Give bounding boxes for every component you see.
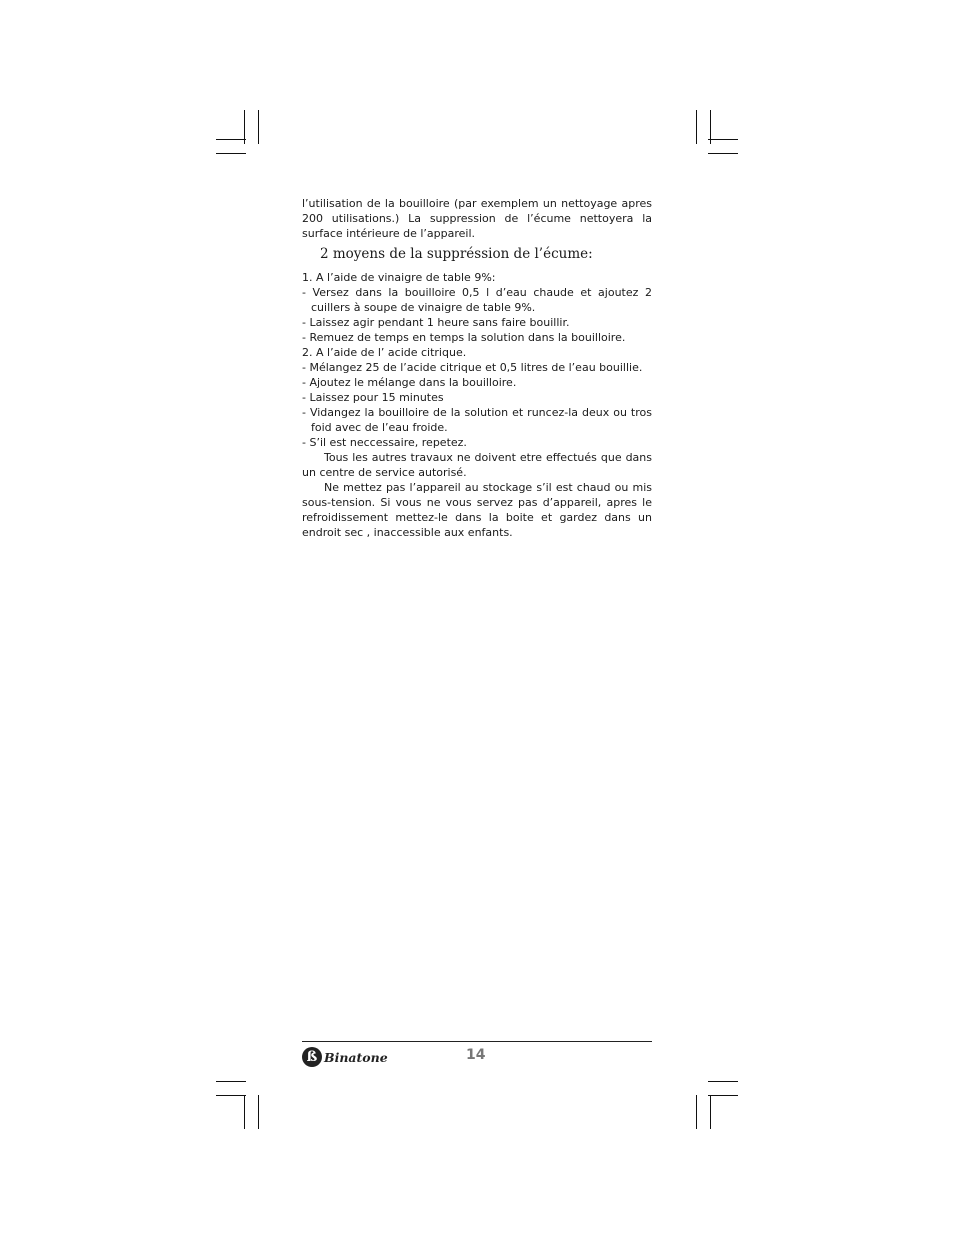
method-2-step: - Ajoutez le mélange dans la bouilloire. <box>302 376 517 389</box>
intro-paragraph: l’utilisation de la bouilloire (par exemplem un nettoyage apres 200 utilisations.) La suppression de l’écume nettoyera la surface intérieure de l’appareil. <box>302 197 652 240</box>
crop-mark <box>696 110 697 144</box>
service-paragraph: Tous les autres travaux ne doivent etre effectués que dans un centre de service autorisé. <box>302 451 652 479</box>
crop-mark <box>708 1095 738 1096</box>
crop-mark <box>216 1095 246 1096</box>
method-1-title: 1. A l’aide de vinaigre de table 9%: <box>302 271 496 284</box>
brand-logo <box>302 1046 388 1068</box>
crop-mark <box>258 1095 259 1129</box>
crop-mark <box>216 139 246 140</box>
crop-mark <box>258 110 259 144</box>
crop-mark <box>244 1095 245 1129</box>
method-1-step: - Versez dans la bouilloire 0,5 l d’eau chaude et ajoutez 2 cuillers à soupe de vinaigre de table 9%. <box>302 286 652 314</box>
method-2-step: - S’il est neccessaire, repetez. <box>302 436 467 449</box>
method-1-step: - Remuez de temps en temps la solution dans la bouilloire. <box>302 331 626 344</box>
method-1-step: - Laissez agir pendant 1 heure sans faire bouillir. <box>302 316 570 329</box>
footer-rule <box>302 1041 652 1042</box>
page-content <box>302 196 652 540</box>
method-2-step: - Laissez pour 15 minutes <box>302 391 444 404</box>
crop-mark <box>708 1081 738 1082</box>
storage-paragraph: Ne mettez pas l’appareil au stockage s’il est chaud ou mis sous-tension. Si vous ne vous servez pas d’appareil, apres le refroidissement mettez-le dans la boite et gardez dans un endroit sec , inaccessible aux enfants. <box>302 481 652 539</box>
crop-mark <box>708 153 738 154</box>
logo-b-icon: ß <box>302 1047 322 1067</box>
method-2-title: 2. A l’aide de l’ acide citrique. <box>302 346 467 359</box>
brand-name: Binatone <box>324 1049 388 1065</box>
crop-mark <box>216 1081 246 1082</box>
method-2-step: - Mélangez 25 de l’acide citrique et 0,5 litres de l’eau bouillie. <box>302 361 643 374</box>
section-heading: 2 moyens de la suppréssion de l’écume: <box>320 246 593 262</box>
method-2-step: - Vidangez la bouilloire de la solution et runcez-la deux ou tros foid avec de l’eau froide. <box>302 406 652 434</box>
crop-mark <box>696 1095 697 1129</box>
crop-mark <box>708 139 738 140</box>
page-number: 14 <box>466 1047 486 1063</box>
crop-mark <box>216 153 246 154</box>
crop-mark <box>710 1095 711 1129</box>
